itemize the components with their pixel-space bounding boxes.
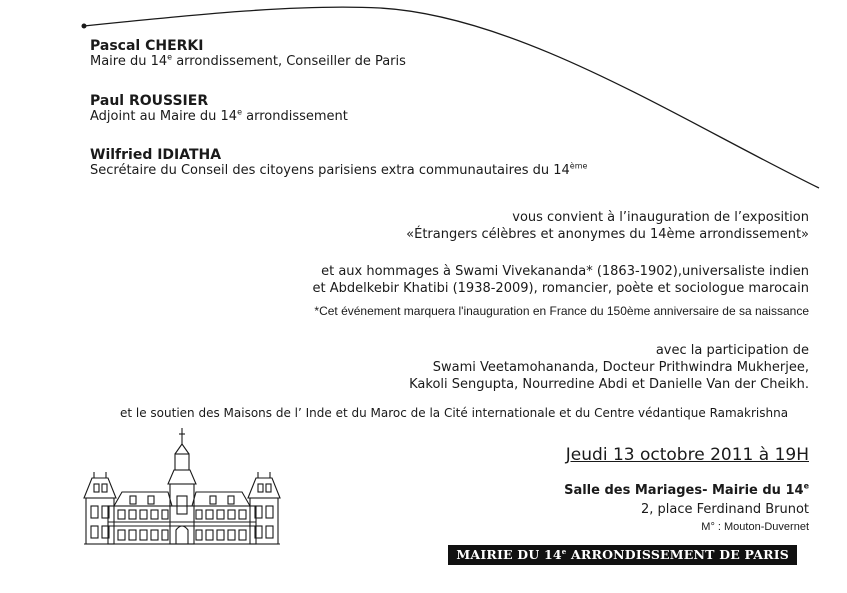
host-name-roussier: Paul ROUSSIER (90, 93, 209, 109)
host-role-idiatha: Secrétaire du Conseil des citoyens parisiens extra communautaires du 14ème (90, 161, 588, 178)
host-block (90, 93, 348, 124)
metro-station: M° : Mouton-Duvernet (701, 521, 809, 533)
participation-line: Swami Veetamohananda, Docteur Prithwindra Mukherjee, (432, 360, 809, 375)
host-name-cherki: Pascal CHERKI (90, 38, 204, 54)
host-block (90, 147, 587, 178)
exhibition-title: «Étrangers célèbres et anonymes du 14ème arrondissement» (406, 227, 809, 242)
host-role-cherki: Maire du 14e arrondissement, Conseiller de Paris (90, 52, 406, 69)
invitation-text (406, 209, 809, 243)
homage-footnote: *Cet événement marquera l'inauguration en France du 150ème anniversaire de sa naissance (314, 304, 809, 318)
town-hall-illustration (82, 426, 282, 551)
host-block (90, 38, 406, 69)
participation-line: Kakoli Sengupta, Nourredine Abdi et Danielle Van der Cheikh. (409, 377, 809, 392)
participation-text (409, 342, 809, 393)
support-text: et le soutien des Maisons de l’ Inde et du Maroc de la Cité internationale et du Centre védantique Ramakrishna (120, 406, 789, 420)
venue-address: 2, place Ferdinand Brunot (640, 502, 809, 517)
homage-line: et Abdelkebir Khatibi (1938-2009), romancier, poète et sociologue marocain (312, 281, 809, 296)
homage-line: et aux hommages à Swami Vivekananda* (1863-1902),universaliste indien (321, 264, 809, 279)
host-role-roussier: Adjoint au Maire du 14e arrondissement (90, 107, 348, 124)
venue-name: Salle des Mariages- Mairie du 14e (564, 481, 809, 498)
mairie-banner: MAIRIE DU 14e ARRONDISSEMENT DE PARIS (448, 545, 797, 565)
homage-text (313, 263, 809, 297)
event-date: Jeudi 13 octobre 2011 à 19H (565, 445, 809, 465)
host-name-idiatha: Wilfried IDIATHA (90, 147, 222, 163)
participation-line: avec la participation de (655, 343, 809, 358)
invitation-line: vous convient à l’inauguration de l’exposition (512, 210, 809, 225)
